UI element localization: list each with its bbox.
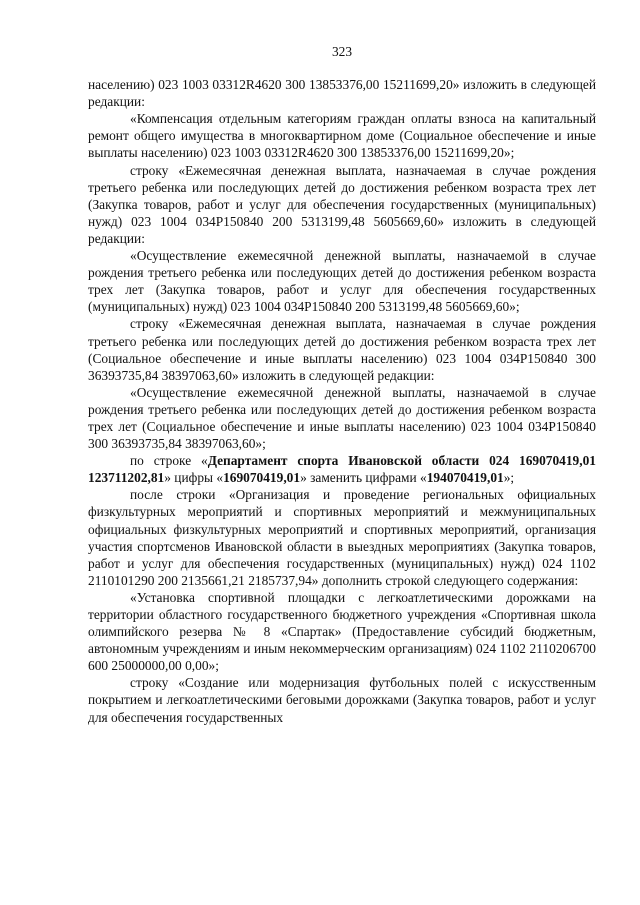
paragraph [88, 674, 596, 725]
paragraph-text: по строке « [130, 453, 208, 469]
paragraph-text: населению) 023 1003 03312R4620 300 13853376,00 15211699,20» изложить в следующей редакции: [88, 77, 596, 110]
page-number: 323 [331, 44, 353, 59]
paragraph [88, 247, 596, 315]
document-page [88, 0, 596, 726]
paragraph-text: строку «Создание или модернизация футбольных полей с искусственным покрытием и легкоатлетическими беговыми дорожками (Закупка товаров, работ и услуг для обеспечения государственных [88, 675, 596, 725]
paragraph [88, 76, 596, 110]
paragraph [88, 589, 596, 674]
paragraph [88, 162, 596, 247]
paragraph-text: «Установка спортивной площадки с легкоатлетическими дорожками на территории областного государственного бюджетного учреждения «Спортивная школа олимпийского резерва № 8 «Спартак» (Предоставление субсидий бюджетным, автономным учреждениям и иным некоммерческим организациям) 024 1102 2110206700 600 25000000,00 0,00»; [88, 589, 596, 674]
paragraph [88, 452, 596, 486]
document-body [88, 76, 596, 726]
paragraph-text: после строки «Организация и проведение региональных официальных физкультурных мероприятий и спортивных мероприятий и межмуниципальных официальных физкультурных мероприятий и спортивных мероприятий, организация участия спортсменов Ивановской области в выездных мероприятиях (Закупка товаров, работ и услуг для обеспечения государственных (муниципальных) нужд) 024 1102 2110101290 200 2135661,21 2185737,94» дополнить строкой следующего содержания: [88, 487, 596, 588]
paragraph-text: »; [503, 470, 515, 486]
paragraph-text: строку «Ежемесячная денежная выплата, назначаемая в случае рождения третьего ребенка или последующих детей до достижения ребенком возраста трех лет (Социальное обеспечение и иные выплаты населению) 023 1004 034P150840 300 36393735,84 38397063,60» изложить в следующей редакции: [88, 316, 596, 383]
paragraph-text: строку «Ежемесячная денежная выплата, назначаемая в случае рождения третьего ребенка или последующих детей до достижения ребенком возраста трех лет (Закупка товаров, работ и услуг для обеспечения государственных (муниципальных) нужд) 023 1004 034P150840 200 5313199,48 5605669,60» изложить в следующей редакции: [88, 162, 596, 246]
paragraph-text: «Компенсация отдельным категориям граждан оплаты взноса на капитальный ремонт общего имущества в многоквартирном доме (Социальное обеспечение и иные выплаты населению) 023 1003 03312R4620 300 13853376,00 15211699,20»; [88, 111, 596, 161]
paragraph [88, 110, 596, 161]
paragraph [88, 486, 596, 589]
bold-text: Департамент спорта Ивановской области 024 169070419,01 123711202,81 [88, 453, 596, 486]
bold-text: 169070419,01 [223, 470, 301, 486]
paragraph-text: «Осуществление ежемесячной денежной выплаты, назначаемой в случае рождения третьего ребенка или последующих детей до достижения ребенком возраста трех лет (Социальное обеспечение и иные выплаты населению) 023 1004 034P150840 300 36393735,84 38397063,60»; [88, 384, 596, 452]
paragraph [88, 384, 596, 452]
paragraph-text: » цифры « [164, 470, 224, 486]
paragraph-text: «Осуществление ежемесячной денежной выплаты, назначаемой в случае рождения третьего ребенка или последующих детей до достижения ребенком возраста трех лет (Закупка товаров, работ и услуг для обеспечения государственных (муниципальных) нужд) 023 1004 034P150840 200 5313199,48 5605669,60»; [88, 248, 596, 315]
paragraph-text: » заменить цифрами « [300, 470, 427, 486]
bold-text: 194070419,01 [426, 470, 504, 486]
paragraph [88, 315, 596, 383]
